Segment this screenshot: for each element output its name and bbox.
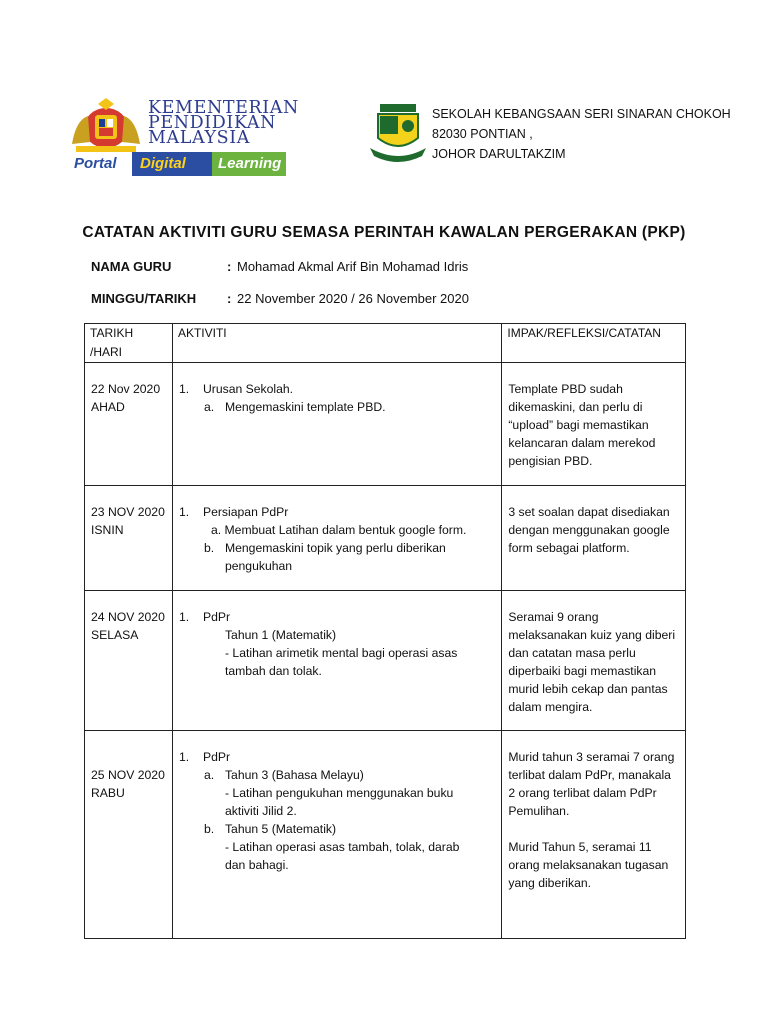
week-label: MINGGU/TARIKH <box>91 291 197 306</box>
row-date-cell: 24 NOV 2020 SELASA <box>85 591 173 731</box>
teacher-label: NAMA GURU <box>91 259 172 274</box>
row-impact-cell: 3 set soalan dapat disediakan dengan menggunakan google form sebagai platform. <box>502 486 686 591</box>
header-activity: AKTIVITI <box>172 324 501 363</box>
table-row <box>85 591 686 731</box>
row-activity-cell: 1. Persiapan PdPr a. Membuat Latihan dalam bentuk google form. b. Mengemaskini topik yang perlu diberikan pengukuhan <box>172 486 501 591</box>
row-impact-cell: Seramai 9 orang melaksanakan kuiz yang diberi dan catatan masa perlu diperbaiki bagi memastikan murid lebih cekap dan pantas dalam mengira. <box>502 591 686 731</box>
row-activity-cell: 1. Urusan Sekolah. a. Mengemaskini template PBD. <box>172 363 501 486</box>
school-address: SEKOLAH KEBANGSAAN SERI SINARAN CHOKOH 82030 PONTIAN , JOHOR DARULTAKZIM <box>432 107 731 161</box>
table-row <box>85 731 686 939</box>
teacher-value: Mohamad Akmal Arif Bin Mohamad Idris <box>237 259 469 274</box>
portal-digital-learning-logo: Portal Digital Learning <box>72 152 286 176</box>
header-date: TARIKH /HARI <box>85 324 173 363</box>
row-impact-cell: Murid tahun 3 seramai 7 orang terlibat dalam PdPr, manakala 2 orang terlibat dalam PdPr Pemulihan. Murid Tahun 5, seramai 11 orang melaksanakan tugasan yang diberikan. <box>502 731 686 939</box>
ministry-name: KEMENTERIAN PENDIDIKAN MALAYSIA <box>148 98 299 148</box>
row-impact-cell: Template PBD sudah dikemaskini, dan perlu di “upload” bagi memastikan kelancaran dalam merekod pengisian PBD. <box>502 363 686 486</box>
ministry-crest-logo <box>68 98 144 154</box>
table-row <box>85 363 686 486</box>
table-header-row <box>85 324 686 363</box>
row-activity-cell: 1. PdPr Tahun 1 (Matematik) - Latihan arimetik mental bagi operasi asas tambah dan tolak. <box>172 591 501 731</box>
table-row <box>85 486 686 591</box>
row-activity-cell: 1. PdPr a. Tahun 3 (Bahasa Melayu) - Latihan pengukuhan menggunakan buku aktiviti Jilid 2. b. Tahun 5 (Matematik) - Latihan operasi asas tambah, tolak, darab dan bahagi. <box>172 731 501 939</box>
row-date-cell: 22 Nov 2020 AHAD <box>85 363 173 486</box>
row-date-cell: 25 NOV 2020 RABU <box>85 731 173 939</box>
activity-table <box>84 323 686 939</box>
school-crest-logo <box>368 104 428 162</box>
page-title: CATATAN AKTIVITI GURU SEMASA PERINTAH KAWALAN PERGERAKAN (PKP) <box>82 224 686 241</box>
row-date-cell: 23 NOV 2020 ISNIN <box>85 486 173 591</box>
header-impact: IMPAK/REFLEKSI/CATATAN <box>502 324 686 363</box>
week-value: 22 November 2020 / 26 November 2020 <box>237 291 469 306</box>
